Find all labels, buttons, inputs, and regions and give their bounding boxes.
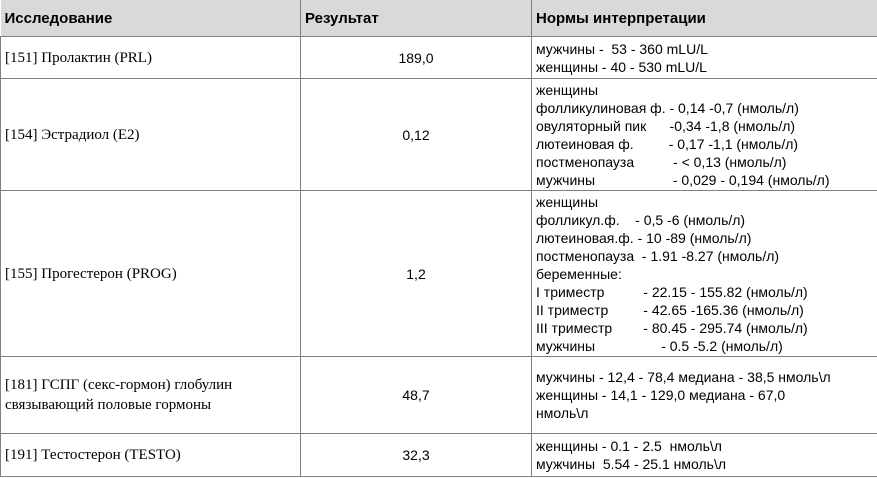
norm-line: мужчины - 0,029 - 0,194 (нмоль/л) <box>536 171 830 188</box>
norm-line: лютеиновая ф. - 0,17 -1,1 (нмоль/л) <box>536 135 799 152</box>
norm-line: лютеиновая.ф. - 10 -89 (нмоль/л) <box>536 229 752 246</box>
norm-line: мужчины - 12,4 - 78,4 медиана - 38,5 нмоль\л <box>536 369 831 385</box>
test-result: 1,2 <box>301 191 532 357</box>
test-norms <box>532 357 877 434</box>
norm-line: женщины - 0.1 - 2.5 нмоль\л <box>536 438 722 454</box>
table-row <box>1 357 877 434</box>
test-result: 0,12 <box>301 79 532 191</box>
test-norms <box>532 79 877 191</box>
test-norms <box>532 434 877 477</box>
norm-line: II триместр - 42.65 -165.36 (нмоль/л) <box>536 301 804 318</box>
table-row <box>1 434 877 477</box>
header-result: Результат <box>301 0 532 37</box>
norm-line: постменопауза - < 0,13 (нмоль/л) <box>536 153 787 170</box>
table-body <box>1 37 877 477</box>
norm-line: постменопауза - 1.91 -8.27 (нмоль/л) <box>536 247 780 264</box>
test-name: [154] Эстрадиол (E2) <box>1 79 301 191</box>
norm-line: I триместр - 22.15 - 155.82 (нмоль/л) <box>536 283 808 300</box>
header-test: Исследование <box>1 0 301 37</box>
norm-line: фолликулиновая ф. - 0,14 -0,7 (нмоль/л) <box>536 99 799 116</box>
test-result: 48,7 <box>301 357 532 434</box>
test-norms <box>532 191 877 357</box>
norm-line: овуляторный пик -0,34 -1,8 (нмоль/л) <box>536 117 796 134</box>
norm-line: женщины <box>536 193 599 210</box>
test-name: [151] Пролактин (PRL) <box>1 37 301 79</box>
test-name: [191] Тестостерон (TESTO) <box>1 434 301 477</box>
table-row <box>1 37 877 79</box>
norm-line: женщины - 14,1 - 129,0 медиана - 67,0 нмоль\л <box>536 387 786 421</box>
test-result: 32,3 <box>301 434 532 477</box>
table-row <box>1 79 877 191</box>
norm-line: беременные: <box>536 265 622 282</box>
norm-line: мужчины 5.54 - 25.1 нмоль\л <box>536 456 727 472</box>
norm-line: мужчины - 53 - 360 mLU/L <box>536 40 708 57</box>
table-row <box>1 191 877 357</box>
norm-line: мужчины - 0.5 -5.2 (нмоль/л) <box>536 337 783 354</box>
test-result: 189,0 <box>301 37 532 79</box>
norm-line: III триместр - 80.45 - 295.74 (нмоль/л) <box>536 319 808 336</box>
table-header <box>1 0 877 37</box>
test-norms <box>532 37 877 79</box>
header-row <box>1 0 877 37</box>
test-name: [155] Прогестерон (PROG) <box>1 191 301 357</box>
header-norms: Нормы интерпретации <box>532 0 877 37</box>
test-name: [181] ГСПГ (секс-гормон) глобулин связывающий половые гормоны <box>1 357 301 434</box>
norm-line: женщины <box>536 81 599 98</box>
norm-line: фолликул.ф. - 0,5 -6 (нмоль/л) <box>536 211 746 228</box>
norm-line: женщины - 40 - 530 mLU/L <box>536 58 707 75</box>
